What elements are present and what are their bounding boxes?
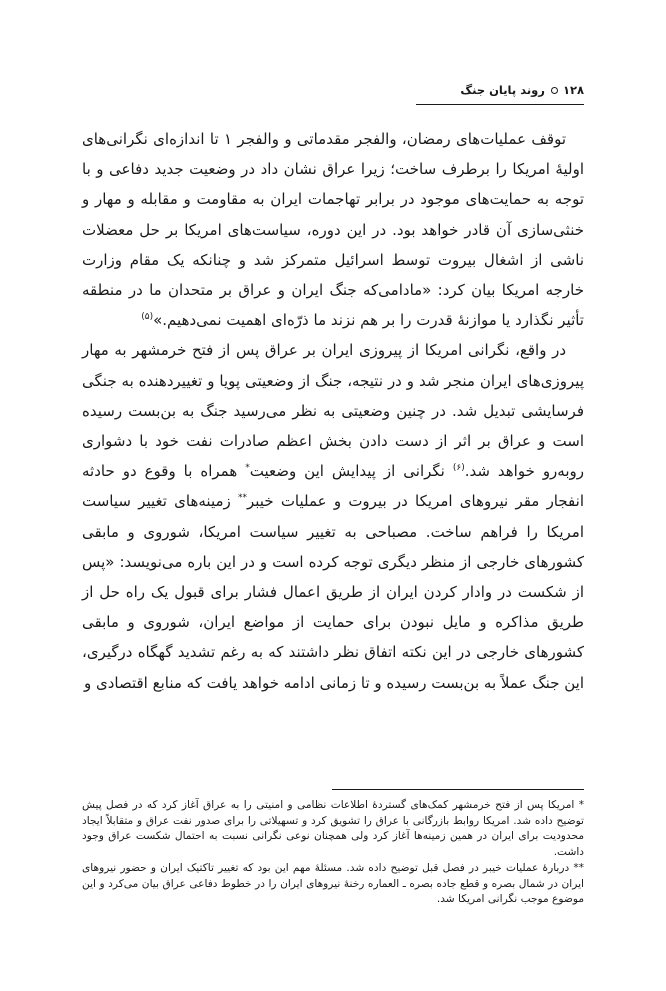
- header-divider: [416, 104, 584, 105]
- footnote-2: ** دربارهٔ عملیات خیبر در فصل قبل توضیح داده شد. مسئلهٔ مهم این بود که تغییر تاکتیک ایران و حضور نیروهای ایران در شمال بصره و قطع جاده بصره ـ العماره رخنهٔ نیروهای ایران را در خطوط دفاعی عراق بیان می‌کرد و این موضوع موجب نگرانی امریکا شد.: [82, 861, 584, 906]
- footnote-divider: [332, 789, 584, 790]
- paragraph-1: [82, 124, 584, 335]
- paragraph-1-text: توقف عملیات‌های رمضان، والفجر مقدماتی و والفجر ۱ تا اندازه‌ای نگرانی‌های اولیهٔ امریکا را برطرف ساخت؛ زیرا عراق نشان داد در وضعیت جدید دفاعی و با توجه به حمایت‌های موجود در برابر تهاجمات ایران به مقاومت و مقابله و مهار و خنثی‌سازی آن قادر خواهد بود. در این دوره، سیاست‌های امریکا بر حل معضلات ناشی از اشغال بیروت توسط اسرائیل متمرکز شد و چنانکه یک مقام وزارت خارجه امریکا بیان کرد: «مادامی‌که جنگ ایران و عراق بر متحدان ما در منطقه تأثیر نگذارد یا موازنهٔ قدرت را بر هم نزند ما ذرّه‌ای اهمیت نمی‌دهیم.»: [82, 130, 584, 330]
- footnotes: [82, 798, 584, 908]
- circle-bullet-icon: [551, 87, 558, 94]
- page-number: ۱۲۸: [562, 83, 584, 97]
- footnote-mark-2: **: [237, 493, 247, 504]
- footnote-1: * امریکا پس از فتح خرمشهر کمک‌های گستردهٔ اطلاعات نظامی و امنیتی را به عراق آغاز کرد که در فصل پیش توضیح داده شد. امریکا روابط بازرگانی با عراق را تشویق کرد و تسهیلاتی را برای صدور نفت عراق و متقابلاً ایجاد محدودیت برای ایران در همین زمینه‌ها آغاز کرد ولی همچنان نوعی نگرانی نسبت به احتمال شکست عراق وجود داشت.: [82, 799, 584, 859]
- paragraph-2-text-c: همراه با وقوع دو حادثه انفجار مقر نیروهای امریکا در بیروت و عملیات خیبر: [82, 462, 584, 511]
- footnote-mark-1: *: [245, 463, 250, 474]
- paragraph-2: [82, 335, 584, 697]
- paragraph-2-text-b: نگرانی از پیدایش این وضعیت: [249, 462, 453, 481]
- running-title: روند پایان جنگ: [460, 83, 545, 97]
- page-header: [82, 79, 584, 101]
- main-text: [82, 124, 584, 698]
- paragraph-2-text-d: زمینه‌های تغییر سیاست امریکا را فراهم ساخت. مصباحی به تغییر سیاست امریکا، شوروی و مابقی کشورهای خارجی از منظر دیگری توجه کرده است و در این باره می‌نویسد: «پس از شکست در وادار کردن ایران از طریق اعمال فشار برای قبول یک راه حل از طریق مذاکره و مایل نبودن برای حمایت از مواضع ایران، شوروی و مابقی کشورهای خارجی در این نکته اتفاق نظر داشتند که به رغم تشدید گهگاه درگیری، این جنگ عملاً به بن‌بست رسیده و تا زمانی ادامه خواهد یافت که منابع اقتصادی و: [82, 492, 584, 692]
- paragraph-2-text-a: در واقع، نگرانی امریکا از پیروزی ایران بر عراق پس از فتح خرمشهر به مهار پیروزی‌های ایران منجر شد و در نتیجه، جنگ از وضعیتی پویا و تغییردهنده به جنگی فرسایشی تبدیل شد. در چنین وضعیتی به نظر می‌رسید جنگ به بن‌بست رسیده است و عراق بر اثر از دست دادن بخش اعظم صادرات نفت خود با دشواری روبه‌رو خواهد شد.: [82, 341, 585, 481]
- endnote-ref-5: (۵): [141, 312, 154, 323]
- endnote-ref-6: (۶): [452, 463, 465, 474]
